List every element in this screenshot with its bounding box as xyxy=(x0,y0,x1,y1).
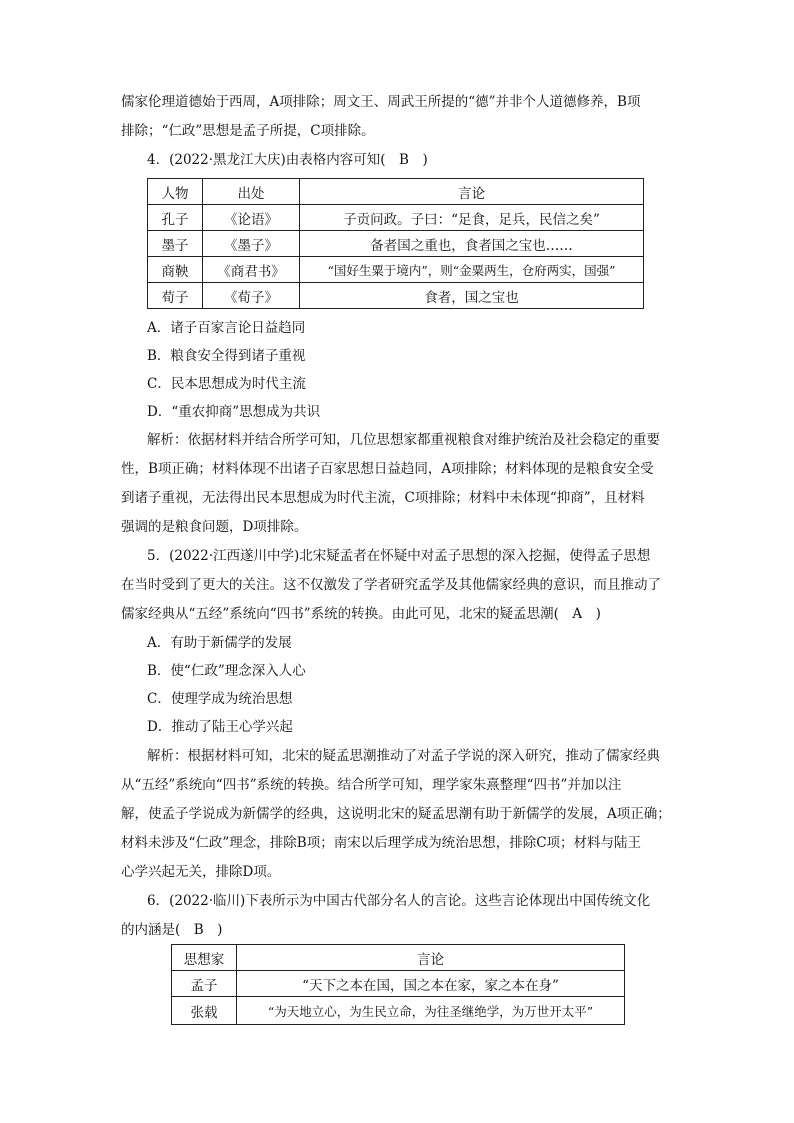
table-header-cell: 人物 xyxy=(148,179,203,205)
option-d: D．推动了陆王心学兴起 xyxy=(147,719,293,735)
table-cell: 孟子 xyxy=(172,971,237,997)
analysis-line: 强调的是粮食问题，D项排除。 xyxy=(121,519,308,535)
table-cell: 《论语》 xyxy=(203,205,300,231)
option-a: A．诸子百家言论日益趋同 xyxy=(147,320,306,336)
question-5-stem: 儒家经典从“五经”系统向“四书”系统的转换。由此可见，北宋的疑孟思潮( A ) xyxy=(121,606,601,622)
table-cell: 《商君书》 xyxy=(203,257,300,283)
analysis-line: 性，B项正确；材料体现不出诸子百家思想日益趋同，A项排除；材料体现的是粮食安全受 xyxy=(121,461,654,477)
analysis-line: 解析：根据材料可知，北宋的疑孟思潮推动了对孟子学说的深入研究，推动了儒家经典 xyxy=(147,748,660,764)
table-row xyxy=(148,231,644,257)
question-6-stem: 的内涵是( B ) xyxy=(121,922,223,938)
question-4-stem: 4．(2022·黑龙江大庆)由表格内容可知( B ) xyxy=(147,152,428,168)
table-cell: 《荀子》 xyxy=(203,283,300,309)
question-6-stem: 6．(2022·临川)下表所示为中国古代部分名人的言论。这些言论体现出中国传统文化 xyxy=(147,893,651,909)
option-c: C．民本思想成为时代主流 xyxy=(147,376,306,392)
analysis-line: 到诸子重视，无法得出民本思想成为时代主流，C项排除；材料中未体现“抑商”，且材料 xyxy=(121,490,645,506)
question-5-stem: 5．(2022·江西遂川中学)北宋疑孟者在怀疑中对孟子思想的深入挖掘，使得孟子思想 xyxy=(147,548,651,564)
question-4-table xyxy=(147,178,644,309)
intro-line: 儒家伦理道德始于西周，A项排除；周文王、周武王所提的“德”并非个人道德修养，B项 xyxy=(121,94,641,110)
table-header-cell: 言论 xyxy=(237,945,625,971)
option-b: B．使“仁政”理念深入人心 xyxy=(147,663,306,679)
analysis-line: 心学兴起无关，排除D项。 xyxy=(121,864,281,880)
table-row xyxy=(148,283,644,309)
analysis-line: 从“五经”系统向“四书”系统的转换。结合所学可知，理学家朱熹整理“四书”并加以注 xyxy=(121,777,622,793)
table-cell: 商鞅 xyxy=(148,257,203,283)
question-6-table xyxy=(171,944,625,1025)
question-5-stem: 在当时受到了更大的关注。这不仅激发了学者研究孟学及其他儒家经典的意识，而且推动了 xyxy=(121,577,661,593)
option-b: B．粮食安全得到诸子重视 xyxy=(147,348,306,364)
table-cell: 备者国之重也，食者国之宝也…… xyxy=(300,231,644,257)
option-a: A．有助于新儒学的发展 xyxy=(147,635,292,651)
table-cell: 张载 xyxy=(172,997,237,1025)
intro-line: 排除；“仁政”思想是孟子所提，C项排除。 xyxy=(121,123,375,139)
table-row xyxy=(172,997,625,1025)
table-row xyxy=(148,205,644,231)
table-cell: 孔子 xyxy=(148,205,203,231)
table-header-cell: 出处 xyxy=(203,179,300,205)
table-cell: 食者，国之宝也 xyxy=(300,283,644,309)
table-header-row xyxy=(172,945,625,971)
analysis-line: 解析：依据材料并结合所学可知，几位思想家都重视粮食对维护统治及社会稳定的重要 xyxy=(147,432,660,448)
table-cell: “为天地立心，为生民立命，为往圣继绝学，为万世开太平” xyxy=(237,997,625,1025)
table-header-row xyxy=(148,179,644,205)
table-cell: 荀子 xyxy=(148,283,203,309)
table-cell: 子贡问政。子曰：“足食，足兵，民信之矣” xyxy=(300,205,644,231)
table-header-cell: 思想家 xyxy=(172,945,237,971)
analysis-line: 材料未涉及“仁政”理念，排除B项；南宋以后理学成为统治思想，排除C项；材料与陆王 xyxy=(121,835,642,851)
table-cell: 《墨子》 xyxy=(203,231,300,257)
table-row xyxy=(172,971,625,997)
table-cell: “国好生粟于境内”，则“金粟两生，仓府两实，国强” xyxy=(300,257,644,283)
table-cell: 墨子 xyxy=(148,231,203,257)
table-header-cell: 言论 xyxy=(300,179,644,205)
table-cell: “天下之本在国，国之本在家，家之本在身” xyxy=(237,971,625,997)
table-row xyxy=(148,257,644,283)
analysis-line: 解，使孟子学说成为新儒学的经典，这说明北宋的疑孟思潮有助于新儒学的发展，A项正确； xyxy=(121,806,671,822)
option-d: D．“重农抑商”思想成为共识 xyxy=(147,404,321,420)
option-c: C．使理学成为统治思想 xyxy=(147,691,293,707)
